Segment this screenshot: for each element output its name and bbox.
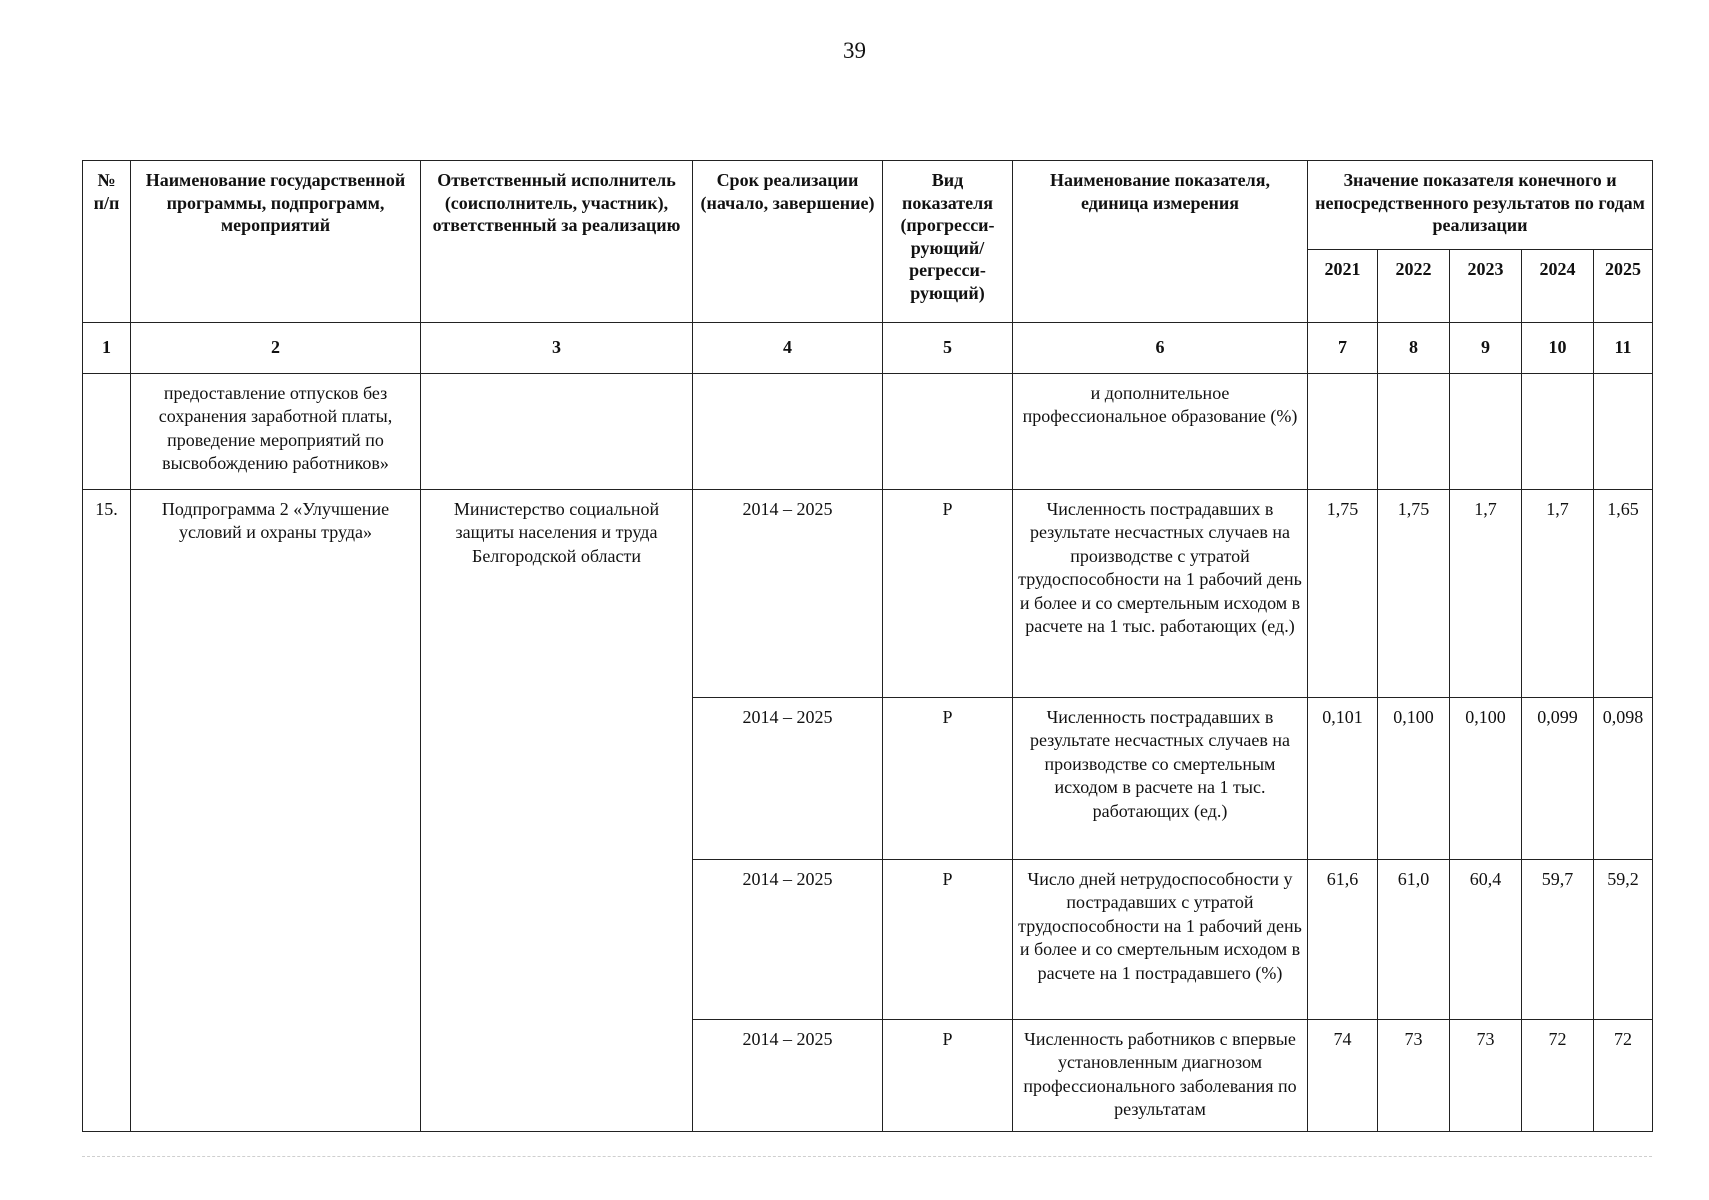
column-number: 1 [83,323,131,374]
column-number: 3 [421,323,693,374]
value-cell: 61,6 [1308,860,1378,1020]
value-cell: 73 [1450,1020,1522,1132]
value-cell: 72 [1522,1020,1594,1132]
column-number: 10 [1522,323,1594,374]
indicator-type-cell: Р [883,698,1013,860]
header-year: 2022 [1378,250,1450,323]
indicator-name-cell: Число дней нетрудоспособности у пострадавших с утратой трудоспособности на 1 рабочий день и более и со смертельным исходом в расчете на 1 пострадавшего (%) [1013,860,1308,1020]
period-cell: 2014 – 2025 [693,490,883,698]
column-number: 6 [1013,323,1308,374]
indicator-type-cell: Р [883,1020,1013,1132]
empty-cell [1378,374,1450,490]
header-year: 2023 [1450,250,1522,323]
continuation-row [83,374,1653,490]
column-number-row [83,323,1653,374]
header-year: 2021 [1308,250,1378,323]
empty-cell [693,374,883,490]
empty-cell [1450,374,1522,490]
value-cell: 1,7 [1450,490,1522,698]
value-cell: 1,65 [1594,490,1653,698]
value-cell: 0,101 [1308,698,1378,860]
value-cell: 74 [1308,1020,1378,1132]
continuation-measure-name: предоставление отпусков без сохранения заработной платы, проведение мероприятий по высвобождению работников» [131,374,421,490]
value-cell: 1,75 [1308,490,1378,698]
value-cell: 0,100 [1450,698,1522,860]
value-cell: 73 [1378,1020,1450,1132]
indicator-type-cell: Р [883,490,1013,698]
indicator-name-cell: Численность пострадавших в результате несчастных случаев на производстве с утратой трудоспособности на 1 рабочий день и более и со смертельным исходом в расчете на 1 тыс. работающих (ед.) [1013,490,1308,698]
header-values-group: Значение показателя конечного и непосредственного результатов по годам реализации [1308,161,1653,250]
value-cell: 1,75 [1378,490,1450,698]
header-program-name: Наименование государственной программы, подпрограмм, мероприятий [131,161,421,323]
indicator-name-cell: Численность работников с впервые установленным диагнозом профессионального заболевания по результатам [1013,1020,1308,1132]
period-cell: 2014 – 2025 [693,1020,883,1132]
value-cell: 1,7 [1522,490,1594,698]
period-cell: 2014 – 2025 [693,698,883,860]
value-cell: 72 [1594,1020,1653,1132]
subprogram-name: Подпрограмма 2 «Улучшение условий и охраны труда» [131,490,421,1132]
empty-cell [1308,374,1378,490]
continuation-indicator-name: и дополнительное профессиональное образование (%) [1013,374,1308,490]
page-number: 39 [843,38,866,63]
empty-cell [883,374,1013,490]
row-number: 15. [83,490,131,1132]
responsible-executor: Министерство социальной защиты населения и труда Белгородской области [421,490,693,1132]
indicator-type-cell: Р [883,860,1013,1020]
column-number: 2 [131,323,421,374]
value-cell: 61,0 [1378,860,1450,1020]
value-cell: 0,098 [1594,698,1653,860]
column-number: 4 [693,323,883,374]
column-number: 8 [1378,323,1450,374]
header-indicator-type: Вид показателя (прогресси-рующий/ регресси-рующий) [883,161,1013,323]
empty-cell [1522,374,1594,490]
header-year: 2025 [1594,250,1653,323]
empty-cell [1594,374,1653,490]
column-number: 9 [1450,323,1522,374]
empty-cell [83,374,131,490]
value-cell: 59,7 [1522,860,1594,1020]
program-indicators-table [82,160,1653,1132]
header-period: Срок реализации (начало, завершение) [693,161,883,323]
column-number: 11 [1594,323,1653,374]
value-cell: 60,4 [1450,860,1522,1020]
header-indicator-name: Наименование показателя, единица измерения [1013,161,1308,323]
value-cell: 59,2 [1594,860,1653,1020]
scan-artifact-line [82,1156,1652,1157]
header-row [83,161,1653,250]
value-cell: 0,100 [1378,698,1450,860]
header-year: 2024 [1522,250,1594,323]
empty-cell [421,374,693,490]
value-cell: 0,099 [1522,698,1594,860]
header-executor: Ответственный исполнитель (соисполнитель, участник), ответственный за реализацию [421,161,693,323]
header-number: № п/п [83,161,131,323]
table-row [83,490,1653,698]
indicator-name-cell: Численность пострадавших в результате несчастных случаев на производстве со смертельным исходом в расчете на 1 тыс. работающих (ед.) [1013,698,1308,860]
column-number: 5 [883,323,1013,374]
period-cell: 2014 – 2025 [693,860,883,1020]
column-number: 7 [1308,323,1378,374]
